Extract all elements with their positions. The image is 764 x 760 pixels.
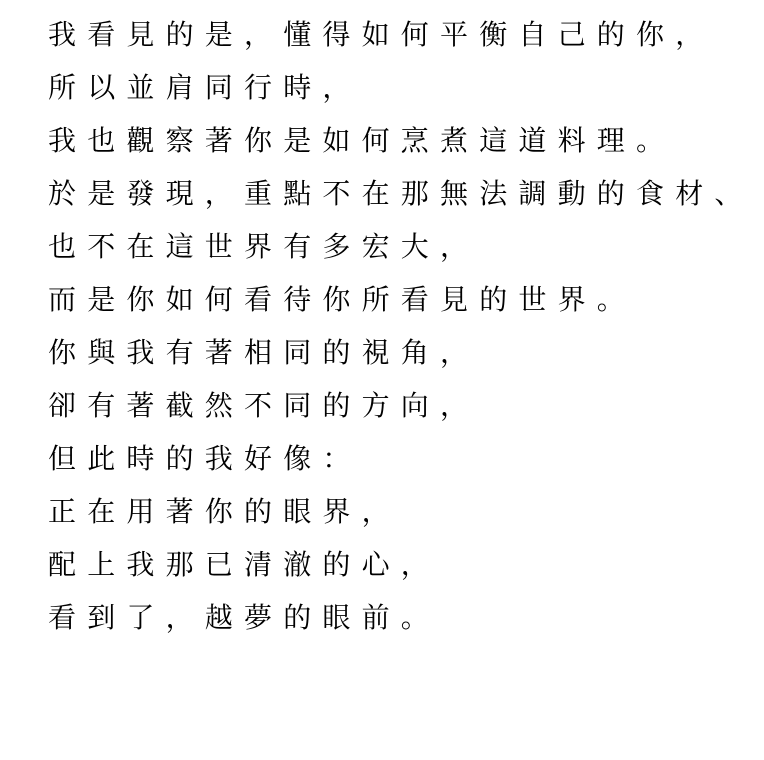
- poem-line-8: 卻有著截然不同的方向，: [48, 389, 480, 422]
- poem-line-6: 而是你如何看待你所看見的世界。: [48, 283, 637, 316]
- poem-line-11: 配上我那已清澈的心，: [48, 548, 441, 581]
- poem-line-7: 你與我有著相同的視角，: [48, 336, 480, 369]
- poem-line-9: 但此時的我好像：: [48, 442, 362, 475]
- poem-line-2: 所以並肩同行時，: [48, 71, 362, 104]
- poem-body: [48, 8, 764, 644]
- poem-line-10: 正在用著你的眼界，: [48, 495, 401, 528]
- poem-line-4: 於是發現，重點不在那無法調動的食材、: [48, 177, 754, 210]
- poem-line-3: 我也觀察著你是如何烹煮這道料理。: [48, 124, 676, 157]
- poem-line-1: 我看見的是，懂得如何平衡自己的你，: [48, 18, 715, 51]
- poem-line-12: 看到了，越夢的眼前。: [48, 601, 441, 634]
- poem-line-5: 也不在這世界有多宏大，: [48, 230, 480, 263]
